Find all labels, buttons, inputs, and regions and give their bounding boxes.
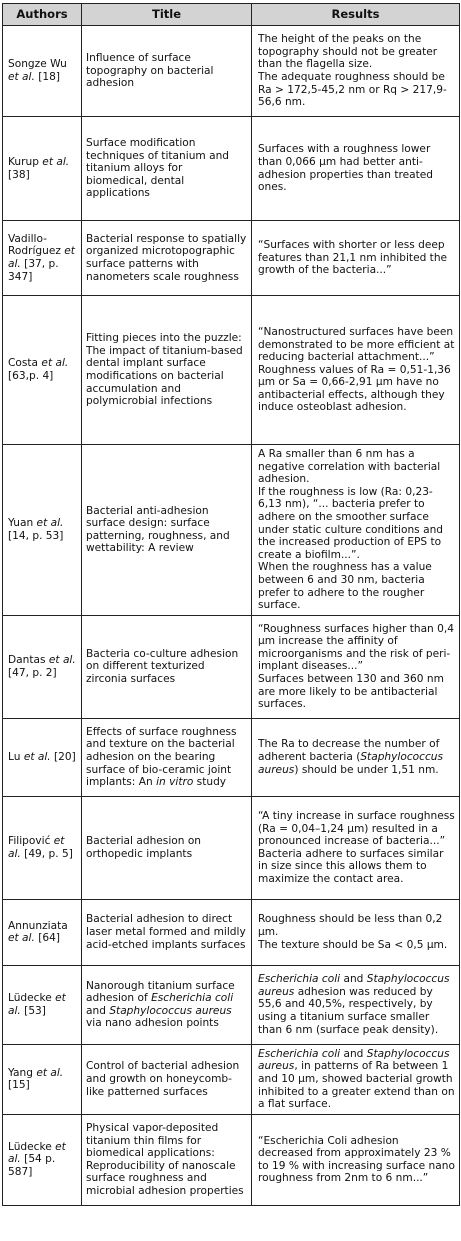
result-line: Roughness should be less than 0,2 μm.	[258, 913, 443, 938]
author-cell: Annunziata et al. [64]	[3, 899, 82, 965]
results-cell	[252, 1044, 460, 1114]
table-row	[3, 296, 460, 445]
result-line: Surfaces with a roughness lower than 0,066 μm had better anti-adhesion properties than treated ones.	[258, 143, 434, 194]
results-cell	[252, 965, 460, 1044]
result-line: “A tiny increase in surface roughness (Ra = 0,04–1,24 μm) resulted in a pronounced increase of bacteria...”	[258, 809, 455, 848]
results-cell	[252, 899, 460, 965]
title-cell: Bacterial response to spatially organized microtopographic surface patterns with nanometers scale roughness	[82, 221, 252, 296]
author-cell: Lu et al. [20]	[3, 718, 82, 796]
title-cell: Influence of surface topography on bacterial adhesion	[82, 26, 252, 117]
results-cell	[252, 1114, 460, 1205]
result-line: A Ra smaller than 6 nm has a negative correlation with bacterial adhesion.	[258, 448, 441, 486]
table-row	[3, 445, 460, 616]
results-cell	[252, 445, 460, 616]
table-row	[3, 899, 460, 965]
author-cell: Lüdecke et al. [54 p. 587]	[3, 1114, 82, 1205]
results-cell	[252, 296, 460, 445]
title-cell: Surface modification techniques of titanium and titanium alloys for biomedical, dental applications	[82, 117, 252, 221]
author-cell: Yuan et al. [14, p. 53]	[3, 445, 82, 616]
author-cell: Dantas et al. [47, p. 2]	[3, 615, 82, 718]
table-row	[3, 1044, 460, 1114]
results-cell	[252, 615, 460, 718]
result-line: “Escherichia Coli adhesion decreased from approximately 23 % to 19 % with increasing surface nano roughness from 2nm to 6 nm...”	[258, 1134, 455, 1185]
table-row	[3, 1114, 460, 1205]
header-authors: Authors	[3, 4, 82, 26]
title-cell: Fitting pieces into the puzzle: The impact of titanium-based dental implant surface modifications on bacterial accumulation and polymicrobial infections	[82, 296, 252, 445]
title-cell: Control of bacterial adhesion and growth on honeycomb-like patterned surfaces	[82, 1044, 252, 1114]
author-cell: Costa et al. [63,p. 4]	[3, 296, 82, 445]
table-row	[3, 796, 460, 899]
result-line: Escherichia coli and Staphylococcus aureus, in patterns of Ra between 1 and 10 μm, showed bacterial growth inhibited to a greater extend than on a flat surface.	[258, 1047, 455, 1111]
results-cell	[252, 26, 460, 117]
results-cell	[252, 117, 460, 221]
result-line: The Ra to decrease the number of adherent bacteria (Staphylococcus aureus) should be under 1,51 nm.	[258, 738, 444, 776]
author-cell: Vadillo-Rodríguez et al. [37, p. 347]	[3, 221, 82, 296]
title-cell: Bacteria co-culture adhesion on different texturized zirconia surfaces	[82, 615, 252, 718]
author-cell: Kurup et al. [38]	[3, 117, 82, 221]
author-cell: Filipović et al. [49, p. 5]	[3, 796, 82, 899]
table-row	[3, 26, 460, 117]
table-row	[3, 718, 460, 796]
results-table	[2, 3, 460, 1206]
result-line: When the roughness has a value between 6 and 30 nm, bacteria prefer to adhere to the rougher surface.	[258, 561, 432, 612]
result-line: The texture should be Sa < 0,5 μm.	[258, 938, 448, 951]
result-line: “Nanostructured surfaces have been demonstrated to be more efficient at reducing bacterial attachment...”	[258, 325, 455, 364]
table-row	[3, 117, 460, 221]
results-cell	[252, 221, 460, 296]
result-line: Escherichia coli and Staphylococcus aureus adhesion was reduced by 55,6 and 40,5%, respectively, by using a titanium surface smaller than 6 nm (surface peak density).	[258, 973, 450, 1036]
result-line: The adequate roughness should be Ra > 172,5-45,2 nm or Rq > 217,9-56,6 nm.	[258, 71, 447, 109]
result-line: “Surfaces with shorter or less deep features than 21,1 nm inhibited the growth of the bacteria...”	[258, 239, 448, 277]
table-row	[3, 221, 460, 296]
title-cell: Physical vapor-deposited titanium thin films for biomedical applications: Reproducibility of nanoscale surface roughness and microbial adhesion properties	[82, 1114, 252, 1205]
table-row	[3, 965, 460, 1044]
result-line: The height of the peaks on the topography should not be greater than the flagella size.	[258, 33, 438, 71]
author-cell: Lüdecke et al. [53]	[3, 965, 82, 1044]
table-row	[3, 615, 460, 718]
author-cell: Songze Wu et al. [18]	[3, 26, 82, 117]
header-title: Title	[82, 4, 252, 26]
title-cell: Bacterial anti-adhesion surface design: surface patterning, roughness, and wettability: A review	[82, 445, 252, 616]
results-cell	[252, 796, 460, 899]
result-line: “Roughness surfaces higher than 0,4 μm increase the affinity of microorganisms and the risk of peri-implant diseases...”	[258, 622, 454, 673]
title-cell: Nanorough titanium surface adhesion of Escherichia coli and Staphylococcus aureus via nano adhesion points	[82, 965, 252, 1044]
author-cell: Yang et al. [15]	[3, 1044, 82, 1114]
result-line: Surfaces between 130 and 360 nm are more likely to be antibacterial surfaces.	[258, 673, 444, 711]
title-cell: Bacterial adhesion on orthopedic implants	[82, 796, 252, 899]
result-line: Bacteria adhere to surfaces similar in size since this allows them to maximize the contact area.	[258, 847, 444, 885]
results-cell	[252, 718, 460, 796]
result-line: If the roughness is low (Ra: 0,23-6,13 nm), “... bacteria prefer to adhere on the smoother surface under static culture conditions and the increased production of EPS to create a biofilm...”.	[258, 485, 444, 561]
header-results: Results	[252, 4, 460, 26]
title-cell: Bacterial adhesion to direct laser metal formed and mildly acid-etched implants surfaces	[82, 899, 252, 965]
title-cell: Effects of surface roughness and texture on the bacterial adhesion on the bearing surface of bio-ceramic joint implants: An in vitro study	[82, 718, 252, 796]
result-line: Roughness values of Ra = 0,51-1,36 μm or Sa = 0,66-2,91 μm have no antibacterial effects, although they induce osteoblast adhesion.	[258, 363, 451, 414]
header-row	[3, 4, 460, 26]
